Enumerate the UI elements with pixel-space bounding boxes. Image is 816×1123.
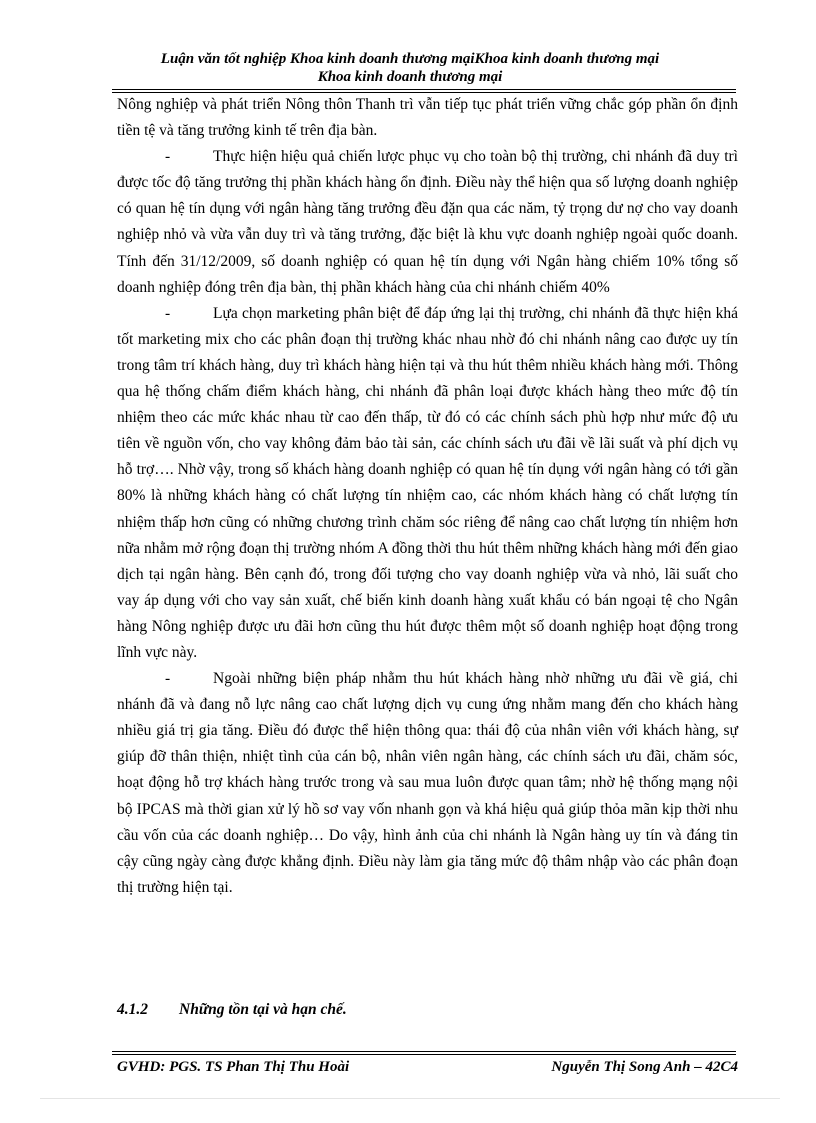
paragraph-text: Lựa chọn marketing phân biệt để đáp ứng lại thị trường, chi nhánh đã thực hiện khá tốt marketing mix cho các phân đoạn thị trường khác nhau nhờ đó chi nhánh nâng cao được uy tín trong tâm trí khách hàng, duy trì khách hàng hiện tại và thu hút thêm nhiều khách hàng mới. Thông qua hệ thống chấm điểm khách hàng, chi nhánh đã phân loại được khách hàng theo mức độ tín nhiệm theo các mức khác nhau từ cao đến thấp, từ đó có các chính sách phù hợp như mức độ ưu tiên về nguồn vốn, cho vay không đảm bảo tài sản, các chính sách ưu đãi về lãi suất và phí dịch vụ hỗ trợ…. Nhờ vậy, trong số khách hàng doanh nghiệp có quan hệ tín dụng với ngân hàng có tới gần 80% là những khách hàng có chất lượng tín nhiệm cao, các nhóm khách hàng có chất lượng tín nhiệm thấp hơn cũng có những chương trình chăm sóc riêng để nâng cao chất lượng tín nhiệm hơn nữa nhằm mở rộng đoạn thị trường nhóm A đồng thời thu hút thêm những khách hàng mới đến giao dịch tại ngân hàng. Bên cạnh đó, trong đối tượng cho vay doanh nghiệp vừa và nhỏ, lãi suất cho vay áp dụng với cho vay sản xuất, chế biến kinh doanh hàng xuất khẩu có bán ngoại tệ cho Ngân hàng Nông nghiệp được ưu đãi hơn cũng thu hút được thêm một số doanh nghiệp hoạt động trong lĩnh vực này. [117, 304, 738, 661]
bullet-dash: - [165, 148, 171, 166]
footer-double-rule [112, 1051, 736, 1055]
body-text [117, 92, 738, 901]
section-heading [117, 997, 738, 1023]
bullet-paragraph-2 [117, 301, 738, 666]
bullet-paragraph-3 [117, 666, 738, 901]
header-line-1: Luận văn tốt nghiệp Khoa kinh doanh thương mạiKhoa kinh doanh thương mại [160, 51, 660, 67]
bullet-paragraph-1 [117, 144, 738, 301]
paragraph-text: Ngoài những biện pháp nhằm thu hút khách hàng nhờ những ưu đãi về giá, chi nhánh đã và đang nỗ lực nâng cao chất lượng dịch vụ cung ứng nhằm mang đến cho khách hàng nhiều giá trị gia tăng. Điều đó được thể hiện thông qua: thái độ của nhân viên với khách hàng, sự giúp đỡ thân thiện, nhiệt tình của cán bộ, nhân viên ngân hàng, các chính sách ưu đãi, chăm sóc, hoạt động hỗ trợ khách hàng trước trong và sau mua luôn được quan tâm; nhờ hệ thống mạng nội bộ IPCAS mà thời gian xử lý hồ sơ vay vốn nhanh gọn và khá hiệu quả giúp thỏa mãn kịp thời nhu cầu vốn của các doanh nghiệp… Do vậy, hình ảnh của chi nhánh là Ngân hàng uy tín và đáng tin cậy cũng ngày càng được khẳng định. Điều này làm gia tăng mức độ thâm nhập vào các phân đoạn thị trường hiện tại. [117, 670, 738, 896]
footer-supervisor: GVHD: PGS. TS Phan Thị Thu Hoài [117, 1059, 350, 1075]
footer-author: Nguyễn Thị Song Anh – 42C4 [551, 1059, 738, 1075]
page-bottom-edge [40, 1098, 780, 1099]
bullet-dash: - [165, 304, 171, 322]
paragraph-text: Thực hiện hiệu quả chiến lược phục vụ cho toàn bộ thị trường, chi nhánh đã duy trì được tốc độ tăng trưởng thị phần khách hàng ổn định. Điều này thể hiện qua số lượng doanh nghiệp có quan hệ tín dụng với ngân hàng tăng trưởng đều đặn qua các năm, tỷ trọng dư nợ cho vay doanh nghiệp nhỏ và vừa vẫn duy trì và tăng trưởng, đặc biệt là khu vực doanh nghiệp ngoài quốc doanh. Tính đến 31/12/2009, số doanh nghiệp có quan hệ tín dụng với Ngân hàng chiếm 10% tổng số doanh nghiệp đóng trên địa bàn, thị phần khách hàng của chi nhánh chiếm 40% [117, 148, 738, 296]
paragraph-continuation: Nông nghiệp và phát triển Nông thôn Thanh trì vẫn tiếp tục phát triển vững chắc góp phần ổn định tiền tệ và tăng trưởng kinh tế trên địa bàn. [117, 96, 738, 140]
header-line-2: Khoa kinh doanh thương mại [317, 69, 503, 85]
page-header [110, 50, 710, 86]
section-number: 4.1.2 [117, 1001, 148, 1018]
section-title: Những tồn tại và hạn chế. [179, 1001, 347, 1018]
bullet-dash: - [165, 670, 171, 688]
